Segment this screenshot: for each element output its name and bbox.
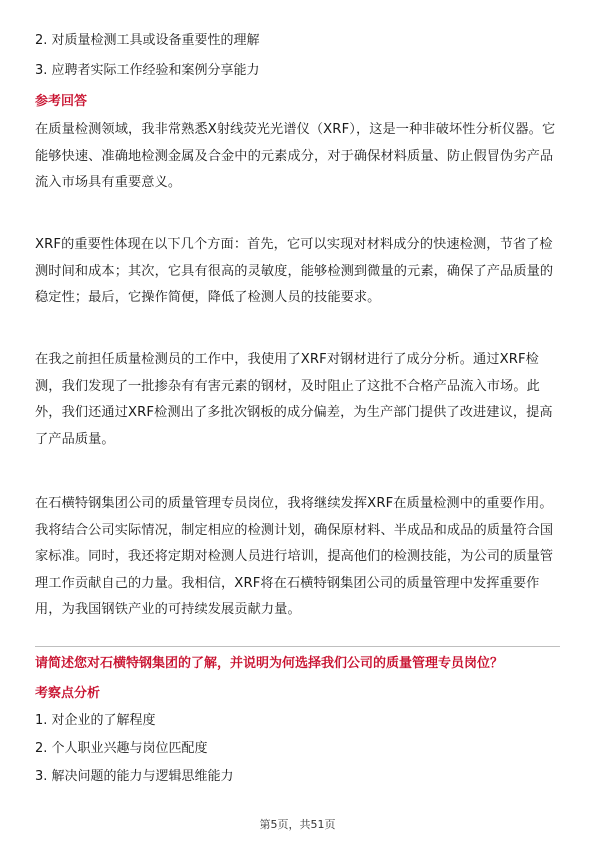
evaluation-point-2: 2. 对质量检测工具或设备重要性的理解 (35, 33, 260, 48)
page-number: 第5页，共51页 (259, 818, 336, 831)
answer-paragraph-3: 在我之前担任质量检测员的工作中，我使用了XRF对钢材进行了成分分析。通过XRF检测，我们发现了一批掺杂有有害元素的钢材，及时阻止了这批不合格产品流入市场。此外，我们还通过XRF检测出了多批次钢板的成分偏差，为生产部门提供了改进建议，提高了产品质量。 (35, 352, 553, 447)
answer-paragraph-1: 在质量检测领域，我非常熟悉X射线荧光光谱仪（XRF），这是一种非破坏性分析仪器。它能够快速、准确地检测金属及合金中的元素成分，对于确保材料质量、防止假冒伪劣产品流入市场具有重要意义。 (35, 122, 556, 190)
answer-paragraph-2: XRF的重要性体现在以下几个方面：首先，它可以实现对材料成分的快速检测，节省了检测时间和成本；其次，它具有很高的灵敏度，能够检测到微量的元素，确保了产品质量的稳定性；最后，它操作简便，降低了检测人员的技能要求。 (35, 237, 554, 305)
section-divider (35, 646, 560, 647)
answer-heading: 参考回答 (35, 94, 88, 109)
analysis-point-2: 2. 个人职业兴趣与岗位匹配度 (35, 741, 208, 756)
analysis-heading: 考察点分析 (35, 686, 101, 701)
analysis-point-3: 3. 解决问题的能力与逻辑思维能力 (35, 769, 234, 784)
evaluation-point-3: 3. 应聘者实际工作经验和案例分享能力 (35, 63, 260, 78)
analysis-point-1: 1. 对企业的了解程度 (35, 713, 156, 728)
interview-question: 请简述您对石横特钢集团的了解，并说明为何选择我们公司的质量管理专员岗位？ (35, 656, 504, 671)
answer-paragraph-4: 在石横特钢集团公司的质量管理专员岗位，我将继续发挥XRF在质量检测中的重要作用。我将结合公司实际情况，制定相应的检测计划，确保原材料、半成品和成品的质量符合国家标准。同时，我还将定期对检测人员进行培训，提高他们的检测技能，为公司的质量管理工作贡献自己的力量。我相信，XRF将在石横特钢集团公司的质量管理中发挥重要作用，为我国钢铁产业的可持续发展贡献力量。 (35, 496, 554, 617)
